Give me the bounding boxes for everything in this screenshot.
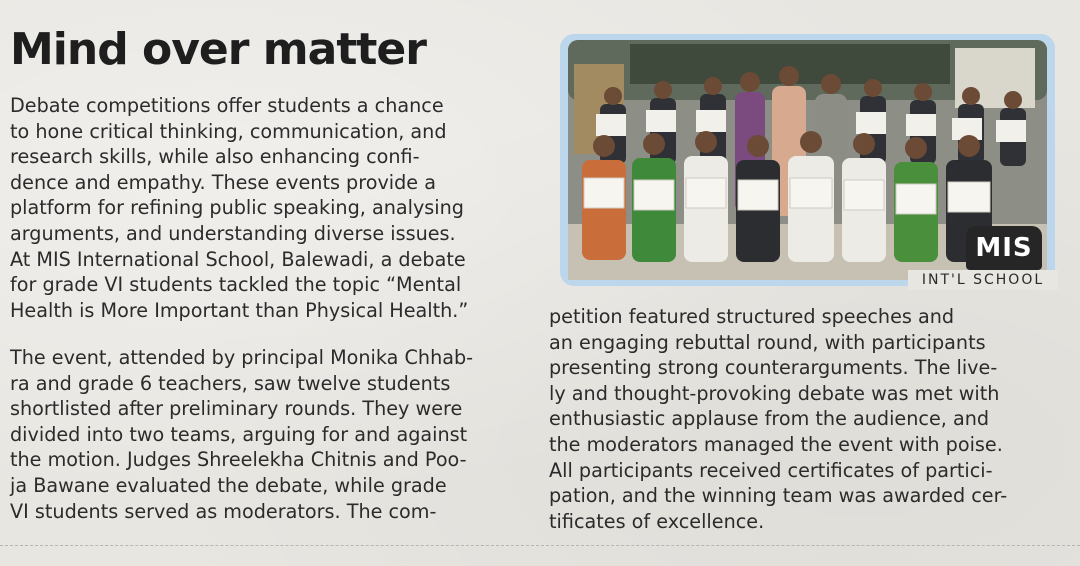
text-line: ra and grade 6 teachers, saw twelve students — [10, 371, 451, 395]
text-line: an engaging rebuttal round, with participants — [549, 330, 986, 354]
text-line: Debate competitions offer students a chance — [10, 94, 444, 117]
text-line: shortlisted after preliminary rounds. They were — [10, 397, 463, 421]
text-line: platform for refining public speaking, analysing — [10, 196, 464, 220]
text-line: Health is More Important than Physical Health.” — [10, 298, 469, 322]
school-logo-subtitle: INT'L SCHOOL — [908, 270, 1058, 290]
text-line: to hone critical thinking, communication, and — [10, 119, 447, 143]
bottom-divider — [0, 545, 1080, 546]
text-line: petition featured structured speeches and — [549, 305, 955, 328]
text-line: The event, attended by principal Monika Chhab- — [10, 346, 474, 369]
text-line: enthusiastic applause from the audience, and — [549, 407, 990, 431]
text-line: ly and thought-provoking debate was met with — [549, 381, 1000, 405]
article-paragraph-2 — [10, 345, 473, 524]
text-line: for grade VI students tackled the topic “Mental — [10, 273, 462, 297]
text-line: research skills, while also enhancing confi- — [10, 145, 420, 169]
text-line: At MIS International School, Balewadi, a debate — [10, 247, 466, 271]
text-line: tificates of excellence. — [549, 509, 765, 533]
text-line: the motion. Judges Shreelekha Chitnis and Poo- — [10, 448, 467, 472]
text-line: VI students served as moderators. The com- — [10, 499, 437, 523]
text-line: arguments, and understanding diverse issues. — [10, 221, 456, 245]
article-paragraph-1 — [10, 93, 468, 323]
article-paragraph-3 — [549, 304, 1007, 534]
text-line: divided into two teams, arguing for and against — [10, 422, 468, 446]
text-line: ja Bawane evaluated the debate, while grade — [10, 473, 447, 497]
school-logo-badge: MIS — [966, 226, 1042, 270]
text-line: presenting strong counterarguments. The live- — [549, 356, 998, 380]
text-line: dence and empathy. These events provide a — [10, 170, 436, 194]
text-line: the moderators managed the event with poise. — [549, 432, 1003, 456]
text-line: All participants received certificates of partici- — [549, 458, 993, 482]
text-line: pation, and the winning team was awarded cer- — [549, 484, 1008, 508]
article-headline: Mind over matter — [10, 24, 426, 75]
